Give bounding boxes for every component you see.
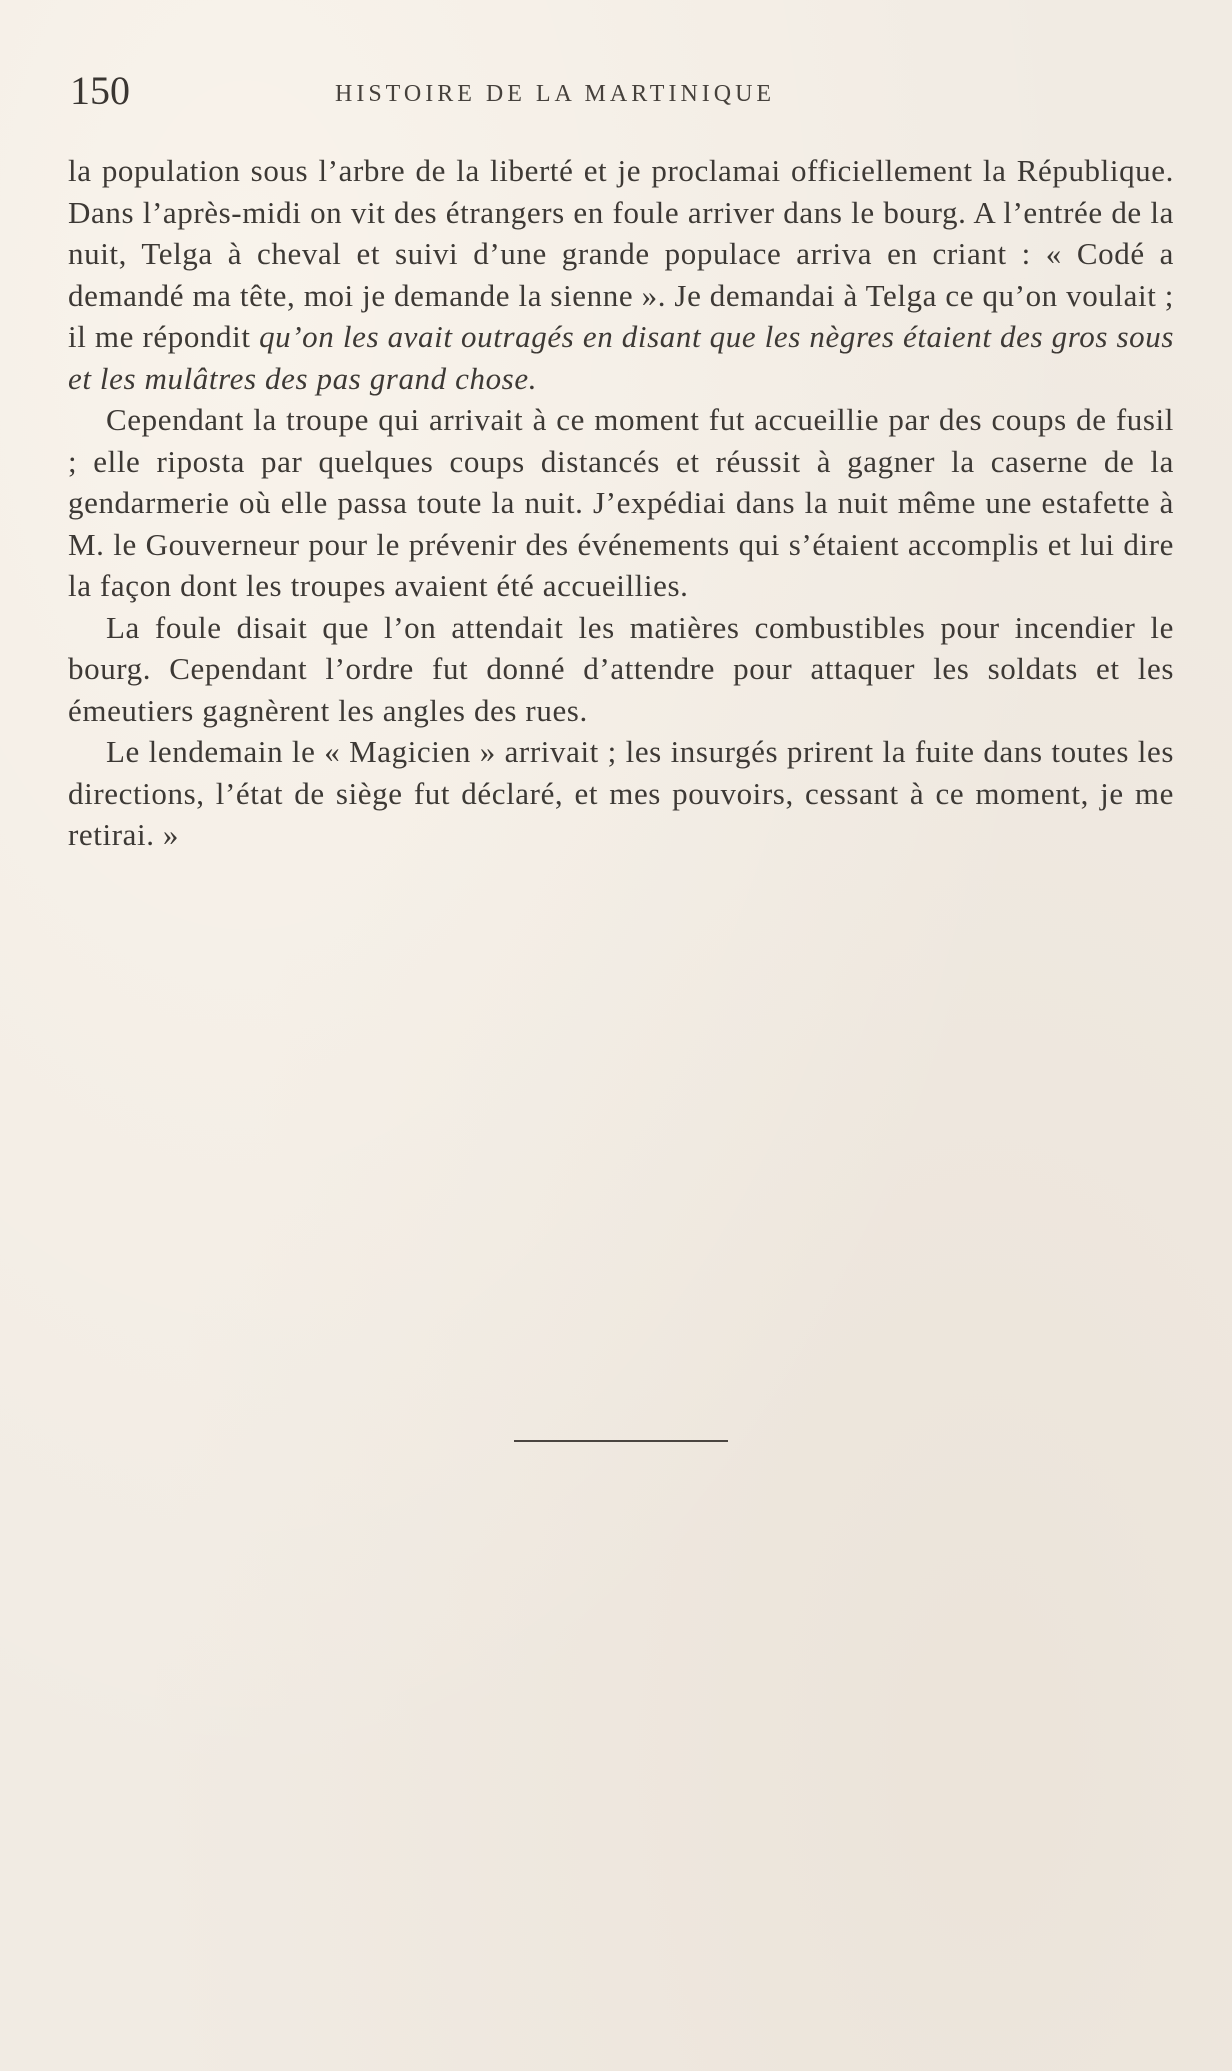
paragraph-1-italic-quote: qu’on les avait outragés en disant que les nègres étaient des gros sous et les mulâtres des pas grand chose.	[68, 319, 1175, 396]
paragraph-1-text: la population sous l’arbre de la liberté et je proclamai officiellement la République. Dans l’après-midi on vit des étrangers en foule arriver dans le bourg. A l’entrée de la nuit, Telga à cheval et suivi d’une grande populace arriva en criant : « Codé a demandé ma tête, moi je demande la sienne ». Je demandai à Telga ce qu’on voulait ; il me répondit	[68, 153, 1174, 354]
page-header	[70, 66, 1174, 116]
paragraph-1	[68, 150, 1174, 399]
section-end-rule	[514, 1440, 728, 1442]
paragraph-3: La foule disait que l’on attendait les matières combustibles pour incendier le bourg. Cependant l’ordre fut donné d’attendre pour attaquer les soldats et les émeutiers gagnèrent les angles des rues.	[68, 609, 1174, 728]
paragraph-2: Cependant la troupe qui arrivait à ce moment fut accueillie par des coups de fusil ; elle riposta par quelques coups distancés et réussit à gagner la caserne de la gendarmerie où elle passa toute la nuit. J’expédiai dans la nuit même une estafette à M. le Gouverneur pour le prévenir des événements qui s’étaient accomplis et lui dire la façon dont les troupes avaient été accueillies.	[68, 402, 1174, 603]
paragraph-4: Le lendemain le « Magicien » arrivait ; les insurgés prirent la fuite dans toutes les directions, l’état de siège fut déclaré, et mes pouvoirs, cessant à ce moment, je me retirai. »	[68, 734, 1174, 852]
page-number: 150	[70, 68, 130, 113]
page-body	[68, 150, 1174, 856]
running-title: HISTOIRE DE LA MARTINIQUE	[335, 81, 776, 107]
